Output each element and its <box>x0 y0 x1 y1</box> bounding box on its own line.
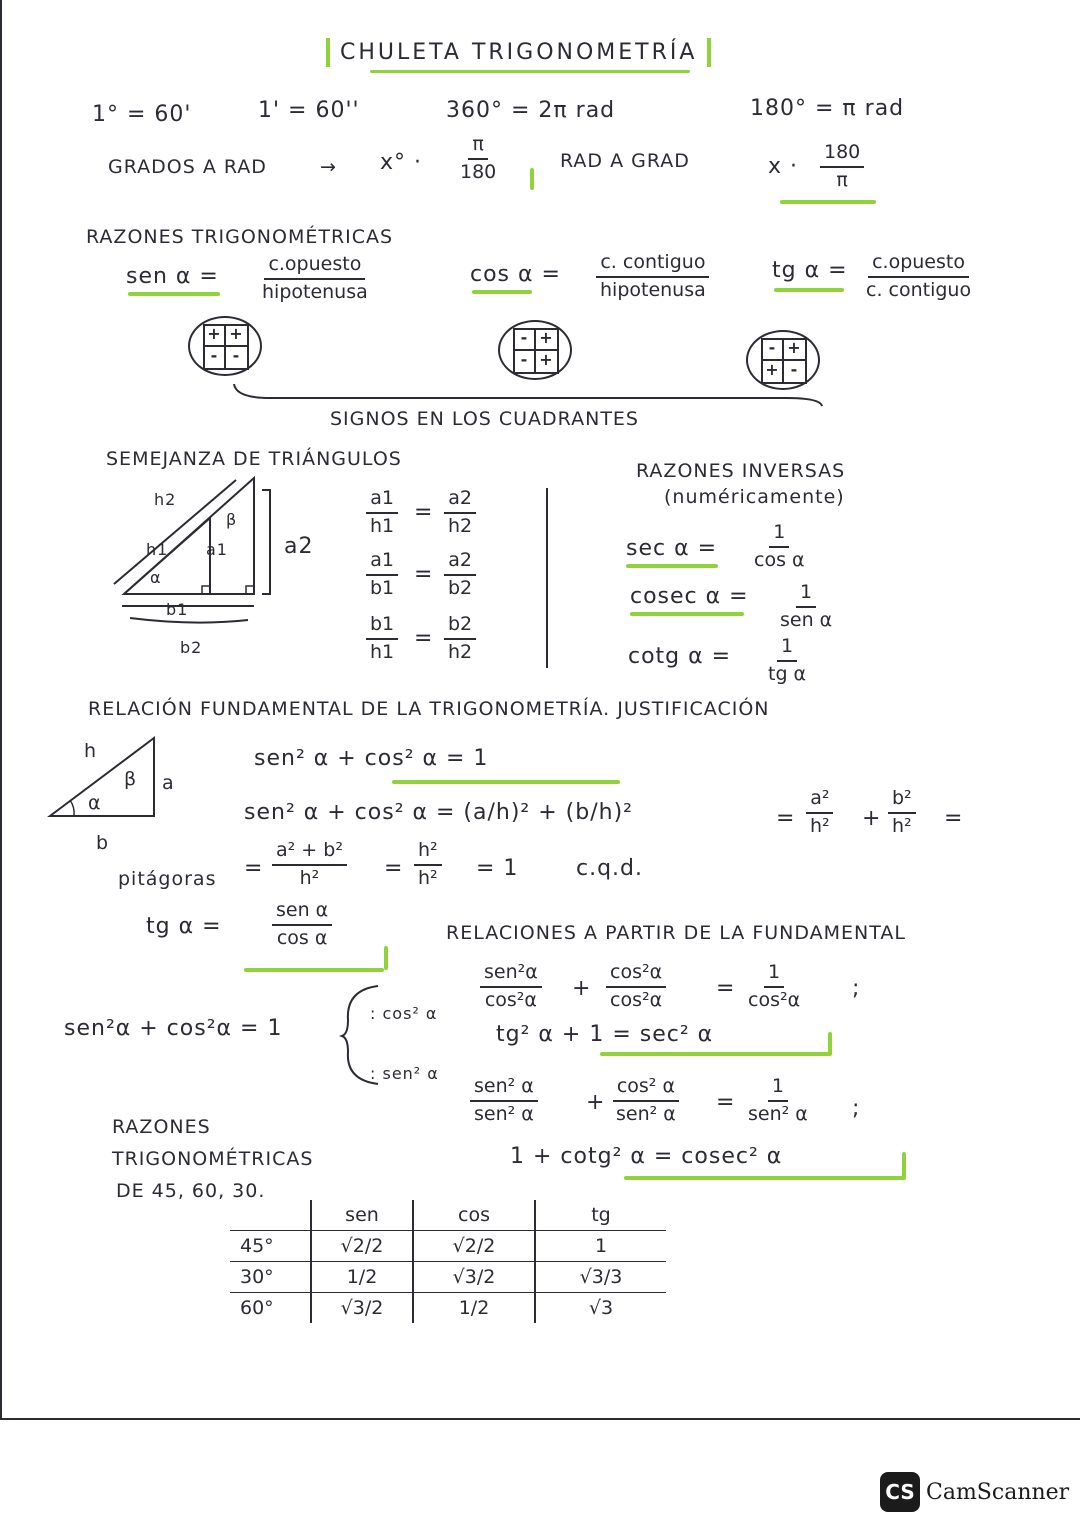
sign-q3: - <box>210 346 218 365</box>
equals-sign: = <box>776 806 796 831</box>
r1-term-c <box>744 962 804 1012</box>
cos-quadrant-signs <box>498 320 572 380</box>
rad-to-deg-fraction <box>820 142 864 192</box>
cotg-lhs: cotg α = <box>628 644 732 669</box>
fraction-numerator: 1 <box>769 522 789 548</box>
rad-to-deg-lhs: x · <box>768 154 799 179</box>
plus-sign: + <box>572 976 592 1001</box>
cell-sen: √2/2 <box>311 1231 413 1262</box>
fraction-denominator: cos α <box>276 926 328 949</box>
full-turn-conversion: 360° = 2π rad <box>446 98 616 123</box>
cell-cos: 1/2 <box>413 1293 535 1324</box>
table-row <box>230 1293 666 1324</box>
row-angle: 30° <box>230 1262 311 1293</box>
label-b: b <box>96 832 110 854</box>
camscanner-text: CamScanner <box>926 1479 1070 1505</box>
divide-by-sen2: : sen² α <box>370 1064 439 1083</box>
sin-lhs: sen α = <box>126 264 219 289</box>
table-row <box>230 1231 666 1262</box>
highlight-underline <box>600 1052 830 1056</box>
sign-q4: + <box>539 350 553 369</box>
fraction-numerator: b1 <box>366 614 398 640</box>
half-turn-conversion: 180° = π rad <box>750 96 905 121</box>
similarity-eq1-right <box>444 488 476 538</box>
r2-term-c <box>744 1076 812 1126</box>
fraction-numerator: a1 <box>366 488 398 514</box>
equals-sign: = <box>944 806 964 831</box>
plus-sign: + <box>862 806 882 831</box>
trig-values-table <box>230 1200 666 1323</box>
row-angle: 60° <box>240 1297 274 1319</box>
sign-q1: + <box>787 338 801 357</box>
col-header-sen: sen <box>311 1200 413 1231</box>
derived-base-identity: sen²α + cos²α = 1 <box>64 1016 283 1041</box>
col-header-cos: cos <box>413 1200 535 1231</box>
fraction-numerator: sen²α <box>480 962 542 988</box>
cos-fraction <box>596 252 710 302</box>
highlight-underline <box>472 290 532 294</box>
camscanner-watermark <box>880 1472 1069 1512</box>
arrow-icon: → <box>320 156 337 178</box>
fraction-denominator: sen² α <box>474 1102 534 1125</box>
fraction-denominator: h1 <box>370 514 395 537</box>
similarity-eq3-right <box>444 614 476 664</box>
signs-caption: SIGNOS EN LOS CUADRANTES <box>330 408 639 430</box>
sign-q3: - <box>520 350 528 369</box>
label-a2: a2 <box>284 534 314 559</box>
label-b2: b2 <box>180 638 203 657</box>
fraction-denominator: h² <box>810 814 830 837</box>
fraction-denominator: sen² α <box>748 1102 808 1125</box>
highlight-mark <box>384 946 388 970</box>
fraction-numerator: a2 <box>444 550 476 576</box>
sign-q2: + <box>207 324 221 343</box>
fundamental-identity: sen² α + cos² α = 1 <box>254 746 489 771</box>
fraction-denominator: hipotenusa <box>262 280 368 303</box>
similarity-eq2-right <box>444 550 476 600</box>
fraction-denominator: h2 <box>448 640 473 663</box>
label-a: a <box>162 772 175 794</box>
cell-cos: √2/2 <box>413 1231 535 1262</box>
fraction-numerator: c. contiguo <box>596 252 709 278</box>
ratios-heading: RAZONES TRIGONOMÉTRICAS <box>86 226 394 248</box>
page-title: CHULETA TRIGONOMETRÍA <box>326 38 711 67</box>
b2-over-h2 <box>888 788 916 838</box>
h2-over-h2 <box>414 840 442 890</box>
fraction-numerator: a1 <box>366 550 398 576</box>
similar-triangles-diagram <box>104 470 324 660</box>
r1-term-a <box>480 962 542 1012</box>
fraction-denominator: π <box>836 168 848 191</box>
equals-sign: = <box>414 626 434 651</box>
col-header-tg: tg <box>535 1200 666 1231</box>
tan-lhs: tg α = <box>772 258 848 283</box>
fraction-numerator: 1 <box>796 582 816 608</box>
label-beta: β <box>124 768 138 790</box>
r1-result: tg² α + 1 = sec² α <box>496 1022 714 1047</box>
fraction-numerator: a2 <box>444 488 476 514</box>
equals-sign: = <box>716 976 736 1001</box>
row-angle: 45° <box>230 1231 311 1262</box>
fraction-denominator: tg α <box>768 662 807 685</box>
equals-sign: = <box>414 562 434 587</box>
r2-term-a <box>470 1076 538 1126</box>
sin-fraction <box>258 254 372 304</box>
column-divider <box>546 488 548 668</box>
equals-sign: = <box>384 856 404 881</box>
equals-sign: = <box>716 1090 736 1115</box>
cell-sen: 1/2 <box>311 1262 413 1293</box>
sign-q4: - <box>232 346 240 365</box>
sec-lhs: sec α = <box>626 536 718 561</box>
separator: ; <box>852 976 861 1001</box>
label-h1: h1 <box>146 540 169 559</box>
fraction-denominator: b1 <box>370 576 395 599</box>
fraction-numerator: sen² α <box>470 1076 538 1102</box>
table-heading-line1: RAZONES <box>112 1116 211 1138</box>
highlight-underline <box>630 612 744 616</box>
deg-to-rad-fraction <box>456 134 500 184</box>
fraction-numerator: cos² α <box>613 1076 679 1102</box>
plus-sign: + <box>586 1090 606 1115</box>
separator: ; <box>852 1096 861 1121</box>
min-sec-conversion: 1' = 60'' <box>258 98 360 123</box>
scan-bottom-edge <box>0 1418 1080 1420</box>
table-heading-line3: DE 45, 60, 30. <box>116 1180 266 1202</box>
fraction-denominator: 180 <box>460 160 497 183</box>
similarity-eq2-left <box>366 550 398 600</box>
a2b2-over-h2 <box>272 840 347 890</box>
similarity-eq1-left <box>366 488 398 538</box>
fraction-numerator: cos²α <box>606 962 666 988</box>
fraction-denominator: cos α <box>754 548 805 571</box>
highlight-mark <box>828 1032 832 1056</box>
fraction-numerator: b2 <box>444 614 476 640</box>
table-corner <box>230 1200 311 1231</box>
fraction-denominator: h² <box>892 814 912 837</box>
tan-identity-fraction <box>272 900 332 950</box>
a2-over-h2 <box>806 788 834 838</box>
deg-min-conversion: 1° = 60' <box>92 102 192 127</box>
sec-fraction <box>750 522 809 572</box>
label-a1: a1 <box>206 540 228 559</box>
highlight-underline <box>774 288 844 292</box>
label-h2: h2 <box>154 490 177 509</box>
sign-q2: - <box>520 328 528 347</box>
deg-to-rad-label: GRADOS A RAD <box>108 156 267 178</box>
cell-tg: √3 <box>535 1293 666 1324</box>
label-beta: β <box>226 510 238 529</box>
cqd-note: c.q.d. <box>576 856 644 881</box>
fraction-numerator: b² <box>888 788 916 814</box>
cos-lhs: cos α = <box>470 262 561 287</box>
derived-heading: RELACIONES A PARTIR DE LA FUNDAMENTAL <box>446 922 906 944</box>
r2-term-b <box>612 1076 680 1126</box>
equals-sign: = <box>244 856 264 881</box>
fraction-denominator: cos²α <box>484 988 537 1011</box>
sin-quadrant-signs <box>188 316 262 376</box>
fraction-denominator: sen² α <box>616 1102 676 1125</box>
fraction-numerator: a² <box>806 788 833 814</box>
sign-q1: + <box>229 324 243 343</box>
title-underline <box>370 70 690 73</box>
highlight-underline <box>244 968 384 972</box>
cell-tg: √3/3 <box>535 1262 666 1293</box>
fundamental-heading: RELACIÓN FUNDAMENTAL DE LA TRIGONOMETRÍA. JUSTIFICACIÓN <box>88 698 770 720</box>
cell-cos: √3/2 <box>413 1262 535 1293</box>
equals-sign: = <box>414 500 434 525</box>
fraction-denominator: sen α <box>780 608 833 631</box>
table-heading-line2: TRIGONOMÉTRICAS <box>112 1148 314 1170</box>
fraction-numerator: h² <box>414 840 442 866</box>
identity-expansion: sen² α + cos² α = (a/h)² + (b/h)² <box>244 800 633 825</box>
fraction-numerator: a² + b² <box>272 840 347 866</box>
highlight-underline <box>626 564 718 568</box>
label-alpha: α <box>150 568 162 587</box>
inverse-heading: RAZONES INVERSAS <box>636 460 846 482</box>
similarity-eq3-left <box>366 614 398 664</box>
fraction-denominator: cos²α <box>748 988 801 1011</box>
fraction-denominator: c. contiguo <box>866 278 972 301</box>
camscanner-logo-icon: CS <box>880 1472 920 1512</box>
fraction-numerator: c.opuesto <box>264 254 365 280</box>
fraction-denominator: h2 <box>448 514 473 537</box>
highlight-underline <box>128 292 220 296</box>
cell-sen: √3/2 <box>311 1293 413 1324</box>
sign-q2: - <box>768 338 776 357</box>
divide-by-cos2: : cos² α <box>370 1004 438 1023</box>
fraction-numerator: 1 <box>764 962 784 988</box>
cotg-fraction <box>764 636 810 686</box>
equals-one: = 1 <box>476 856 519 881</box>
highlight-mark <box>902 1152 906 1178</box>
highlight-underline <box>624 1176 906 1180</box>
fraction-numerator: 1 <box>768 1076 788 1102</box>
fraction-numerator: 180 <box>820 142 864 168</box>
inverse-subheading: (numéricamente) <box>664 486 845 508</box>
fraction-numerator: sen α <box>272 900 332 926</box>
fraction-denominator: h² <box>299 866 320 889</box>
tan-identity-lhs: tg α = <box>146 914 222 939</box>
fraction-numerator: π <box>468 134 487 160</box>
cosec-lhs: cosec α = <box>630 584 749 609</box>
r2-result: 1 + cotg² α = cosec² α <box>510 1144 783 1169</box>
fraction-denominator: h² <box>418 866 438 889</box>
fraction-numerator: 1 <box>777 636 797 662</box>
table-header-row <box>230 1200 666 1231</box>
cell-tg: 1 <box>535 1231 666 1262</box>
highlight-underline <box>780 200 876 204</box>
highlight-mark <box>530 168 534 190</box>
scan-left-edge <box>0 0 2 1418</box>
sign-q1: + <box>539 328 553 347</box>
fraction-denominator: cos²α <box>610 988 663 1011</box>
fraction-numerator: c.opuesto <box>868 252 969 278</box>
highlight-underline <box>392 780 620 784</box>
label-alpha: α <box>88 792 102 814</box>
cosec-fraction <box>776 582 836 632</box>
sign-q3: + <box>765 360 779 379</box>
fraction-denominator: b2 <box>448 576 473 599</box>
r1-term-b <box>606 962 666 1012</box>
similarity-heading: SEMEJANZA DE TRIÁNGULOS <box>106 448 402 470</box>
label-b1: b1 <box>166 600 189 619</box>
tan-fraction <box>862 252 975 302</box>
sign-q4: - <box>790 360 798 379</box>
label-h: h <box>84 740 98 762</box>
fraction-denominator: hipotenusa <box>600 278 706 301</box>
rad-to-deg-label: RAD A GRAD <box>560 150 690 172</box>
table-row <box>230 1262 666 1293</box>
right-triangle-diagram <box>40 734 180 834</box>
deg-to-rad-lhs: x° · <box>380 150 423 175</box>
fraction-denominator: h1 <box>370 640 395 663</box>
pythagoras-note: pitágoras <box>118 868 217 890</box>
